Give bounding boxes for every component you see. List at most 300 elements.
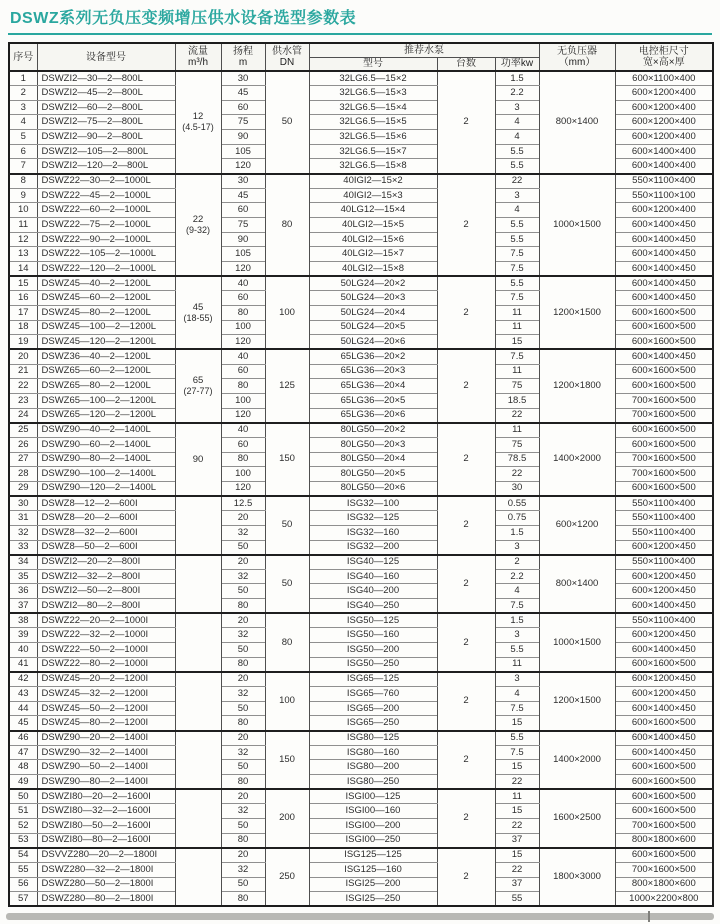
- row-number-cell: 9: [9, 188, 37, 203]
- head-cell: 60: [221, 100, 265, 115]
- power-cell: 1.5: [495, 613, 539, 628]
- pump-model-cell: ISGI00—125: [309, 789, 437, 804]
- flow-cell: [175, 276, 221, 349]
- power-cell: 1.5: [495, 71, 539, 86]
- pump-qty-cell: 2: [437, 555, 495, 614]
- row-number-cell: 54: [9, 848, 37, 863]
- head-cell: 20: [221, 613, 265, 628]
- pump-model-cell: ISG32—100: [309, 496, 437, 511]
- cabinet-cell: 600×1600×500: [615, 775, 713, 790]
- model-cell: DSWZ90—60—2—1400L: [37, 437, 175, 452]
- power-cell: 2.2: [495, 569, 539, 584]
- page-title: DSWZ系列无负压变频增压供水设备选型参数表: [10, 10, 357, 27]
- head-cell: 45: [221, 188, 265, 203]
- dn-cell: 80: [265, 174, 309, 277]
- model-cell: DSWZ90—50—2—1400I: [37, 760, 175, 775]
- pump-model-cell: 80LG50—20×5: [309, 467, 437, 482]
- pump-model-cell: ISG32—160: [309, 525, 437, 540]
- power-cell: 3: [495, 100, 539, 115]
- pump-qty-cell: 2: [437, 672, 495, 731]
- device-cell: 1200×1500: [539, 672, 615, 731]
- head-cell: 30: [221, 174, 265, 189]
- head-cell: 90: [221, 130, 265, 145]
- head-cell: 20: [221, 672, 265, 687]
- row-number-cell: 21: [9, 364, 37, 379]
- row-number-cell: 16: [9, 291, 37, 306]
- model-cell: DSWZ280—50—2—1800I: [37, 877, 175, 892]
- power-cell: 22: [495, 408, 539, 423]
- pump-qty-cell: 2: [437, 276, 495, 349]
- power-cell: 37: [495, 877, 539, 892]
- row-number-cell: 8: [9, 174, 37, 189]
- col-header-pump-model: 型号: [309, 57, 437, 71]
- cabinet-cell: 600×1600×500: [615, 306, 713, 321]
- cabinet-cell: 800×1800×600: [615, 833, 713, 848]
- cabinet-cell: 600×1400×450: [615, 276, 713, 291]
- row-number-cell: 14: [9, 262, 37, 277]
- pump-model-cell: ISG50—125: [309, 613, 437, 628]
- head-cell: 32: [221, 804, 265, 819]
- power-cell: 3: [495, 188, 539, 203]
- power-cell: 5.5: [495, 731, 539, 746]
- row-number-cell: 36: [9, 584, 37, 599]
- pump-model-cell: ISG50—160: [309, 628, 437, 643]
- pump-model-cell: ISG40—200: [309, 584, 437, 599]
- dn-cell: 200: [265, 789, 309, 848]
- head-cell: 45: [221, 86, 265, 101]
- row-number-cell: 6: [9, 144, 37, 159]
- row-number-cell: 44: [9, 701, 37, 716]
- power-cell: 0.75: [495, 511, 539, 526]
- power-cell: 7.5: [495, 599, 539, 614]
- cabinet-cell: 550×1100×400: [615, 525, 713, 540]
- pump-qty-cell: 2: [437, 613, 495, 672]
- head-cell: 80: [221, 775, 265, 790]
- power-cell: 1.5: [495, 525, 539, 540]
- head-cell: 120: [221, 408, 265, 423]
- pump-model-cell: 40IGI2—15×3: [309, 188, 437, 203]
- dn-cell: 50: [265, 555, 309, 614]
- flow-range: (9-32): [185, 224, 210, 235]
- head-cell: 80: [221, 599, 265, 614]
- model-cell: DSWZ8—20—2—600I: [37, 511, 175, 526]
- model-cell: DSWZ90—20—2—1400I: [37, 731, 175, 746]
- row-number-cell: 39: [9, 628, 37, 643]
- row-number-cell: 30: [9, 496, 37, 511]
- model-cell: DSWZI80—32—2—1600I: [37, 804, 175, 819]
- model-cell: DSWZ90—80—2—1400L: [37, 452, 175, 467]
- model-cell: DSWZ90—40—2—1400L: [37, 423, 175, 438]
- cabinet-cell: 550×1100×400: [615, 511, 713, 526]
- flow-cell: [175, 423, 221, 496]
- model-cell: DSWZI2—105—2—800L: [37, 144, 175, 159]
- dn-cell: 100: [265, 672, 309, 731]
- model-cell: DSWZ280—80—2—1800I: [37, 892, 175, 907]
- col-header-pipe: 供水管 DN: [265, 43, 309, 71]
- device-cell: 1400×2000: [539, 423, 615, 496]
- model-cell: DSWZ65—100—2—1200L: [37, 393, 175, 408]
- col-header-pump-power: 功率kw: [495, 57, 539, 71]
- row-number-cell: 25: [9, 423, 37, 438]
- power-cell: 5.5: [495, 218, 539, 233]
- head-cell: 80: [221, 379, 265, 394]
- pump-model-cell: ISG50—250: [309, 657, 437, 672]
- dn-cell: 80: [265, 613, 309, 672]
- cabinet-cell: 600×1200×400: [615, 115, 713, 130]
- row-number-cell: 31: [9, 511, 37, 526]
- pump-model-cell: ISG50—200: [309, 643, 437, 658]
- device-cell: 800×1400: [539, 71, 615, 174]
- pump-model-cell: ISG32—200: [309, 540, 437, 555]
- pump-model-cell: ISG125—125: [309, 848, 437, 863]
- power-cell: 75: [495, 437, 539, 452]
- model-cell: DSWZ90—80—2—1400I: [37, 775, 175, 790]
- row-number-cell: 23: [9, 393, 37, 408]
- cabinet-cell: 600×1400×450: [615, 218, 713, 233]
- model-cell: DSWZI2—50—2—800I: [37, 584, 175, 599]
- flow-range: (4.5-17): [182, 122, 214, 133]
- pump-model-cell: ISGI00—200: [309, 818, 437, 833]
- power-cell: 22: [495, 862, 539, 877]
- device-cell: 1200×1800: [539, 349, 615, 422]
- row-number-cell: 19: [9, 335, 37, 350]
- cabinet-cell: 600×1600×500: [615, 320, 713, 335]
- model-cell: DSWZ45—20—2—1200I: [37, 672, 175, 687]
- flow-range: (18-55): [183, 312, 213, 323]
- row-number-cell: 26: [9, 437, 37, 452]
- head-cell: 100: [221, 467, 265, 482]
- head-cell: 75: [221, 115, 265, 130]
- head-cell: 32: [221, 862, 265, 877]
- head-cell: 80: [221, 833, 265, 848]
- power-cell: 78.5: [495, 452, 539, 467]
- cabinet-cell: 600×1200×450: [615, 540, 713, 555]
- dn-cell: 250: [265, 848, 309, 907]
- power-cell: 11: [495, 657, 539, 672]
- power-cell: 2: [495, 555, 539, 570]
- model-cell: DSWZI2—90—2—800L: [37, 130, 175, 145]
- row-number-cell: 32: [9, 525, 37, 540]
- head-cell: 40: [221, 276, 265, 291]
- model-cell: DSWZ8—32—2—600I: [37, 525, 175, 540]
- power-cell: 3: [495, 540, 539, 555]
- power-cell: 15: [495, 335, 539, 350]
- model-cell: DSWZ45—100—2—1200L: [37, 320, 175, 335]
- cabinet-cell: 600×1100×400: [615, 71, 713, 86]
- cabinet-cell: 550×1100×100: [615, 188, 713, 203]
- head-cell: 40: [221, 423, 265, 438]
- power-cell: 22: [495, 775, 539, 790]
- model-cell: DSWZI2—120—2—800L: [37, 159, 175, 174]
- pump-qty-cell: 2: [437, 848, 495, 907]
- row-number-cell: 12: [9, 232, 37, 247]
- pump-model-cell: 40LG12—15×4: [309, 203, 437, 218]
- head-cell: 40: [221, 349, 265, 364]
- device-cell: 1200×1500: [539, 276, 615, 349]
- row-number-cell: 17: [9, 306, 37, 321]
- model-cell: DSWZ90—32—2—1400I: [37, 745, 175, 760]
- row-number-cell: 13: [9, 247, 37, 262]
- power-cell: 3: [495, 672, 539, 687]
- power-cell: 75: [495, 379, 539, 394]
- col-header-flow: 流量 m³/h: [175, 43, 221, 71]
- row-number-cell: 11: [9, 218, 37, 233]
- power-cell: 5.5: [495, 643, 539, 658]
- pump-model-cell: 40IGI2—15×2: [309, 174, 437, 189]
- model-cell: DSWZ8—50—2—600I: [37, 540, 175, 555]
- power-cell: 30: [495, 481, 539, 496]
- row-number-cell: 4: [9, 115, 37, 130]
- dn-cell: 125: [265, 349, 309, 422]
- pump-model-cell: 50LG24—20×5: [309, 320, 437, 335]
- device-cell: 1000×1500: [539, 613, 615, 672]
- power-cell: 5.5: [495, 159, 539, 174]
- row-number-cell: 27: [9, 452, 37, 467]
- model-cell: DSWZ22—75—2—1000L: [37, 218, 175, 233]
- model-cell: DSWZ22—45—2—1000L: [37, 188, 175, 203]
- cabinet-cell: 600×1400×450: [615, 247, 713, 262]
- row-number-cell: 24: [9, 408, 37, 423]
- table-row: [9, 174, 713, 189]
- power-cell: 15: [495, 760, 539, 775]
- head-cell: 60: [221, 364, 265, 379]
- page-bottom-bar-tick: [648, 911, 650, 922]
- pump-model-cell: 32LG6.5—15×5: [309, 115, 437, 130]
- head-cell: 20: [221, 511, 265, 526]
- col-header-cabinet: 电控柜尺寸 宽×高×厚: [615, 43, 713, 71]
- row-number-cell: 56: [9, 877, 37, 892]
- cabinet-cell: 700×1600×500: [615, 393, 713, 408]
- model-cell: DSWZI2—45—2—800L: [37, 86, 175, 101]
- table-row: [9, 613, 713, 628]
- model-cell: DSWZI2—60—2—800L: [37, 100, 175, 115]
- device-cell: 1400×2000: [539, 731, 615, 790]
- cabinet-cell: 1000×2200×800: [615, 892, 713, 907]
- flow-cell: [175, 789, 221, 848]
- model-cell: DSWZ45—60—2—1200L: [37, 291, 175, 306]
- head-cell: 105: [221, 247, 265, 262]
- cabinet-cell: 600×1200×400: [615, 203, 713, 218]
- power-cell: 5.5: [495, 276, 539, 291]
- dn-cell: 50: [265, 496, 309, 555]
- cabinet-cell: 600×1600×500: [615, 657, 713, 672]
- power-cell: 15: [495, 716, 539, 731]
- pump-model-cell: ISGI00—160: [309, 804, 437, 819]
- head-cell: 50: [221, 760, 265, 775]
- model-cell: DSWZ65—120—2—1200L: [37, 408, 175, 423]
- row-number-cell: 49: [9, 775, 37, 790]
- head-cell: 20: [221, 789, 265, 804]
- head-cell: 100: [221, 393, 265, 408]
- row-number-cell: 46: [9, 731, 37, 746]
- flow-cell: [175, 349, 221, 422]
- cabinet-cell: 800×1800×600: [615, 877, 713, 892]
- power-cell: 2.2: [495, 86, 539, 101]
- dn-cell: 150: [265, 731, 309, 790]
- model-cell: DSWZI2—20—2—800I: [37, 555, 175, 570]
- cabinet-cell: 600×1400×450: [615, 291, 713, 306]
- head-cell: 60: [221, 437, 265, 452]
- cabinet-cell: 600×1200×450: [615, 628, 713, 643]
- cabinet-cell: 700×1600×500: [615, 452, 713, 467]
- model-cell: DSWZ45—80—2—1200L: [37, 306, 175, 321]
- head-cell: 50: [221, 701, 265, 716]
- power-cell: 7.5: [495, 247, 539, 262]
- pump-model-cell: ISG80—160: [309, 745, 437, 760]
- power-cell: 7.5: [495, 262, 539, 277]
- row-number-cell: 51: [9, 804, 37, 819]
- model-cell: DSWZI2—32—2—800I: [37, 569, 175, 584]
- flow-cell: [175, 555, 221, 614]
- device-cell: 1600×2500: [539, 789, 615, 848]
- pump-model-cell: 65LG36—20×5: [309, 393, 437, 408]
- row-number-cell: 43: [9, 687, 37, 702]
- cabinet-cell: 600×1400×450: [615, 701, 713, 716]
- power-cell: 4: [495, 584, 539, 599]
- table-header: [9, 43, 713, 71]
- pump-model-cell: 32LG6.5—15×3: [309, 86, 437, 101]
- head-cell: 32: [221, 525, 265, 540]
- head-cell: 32: [221, 628, 265, 643]
- flow-cell: [175, 71, 221, 174]
- row-number-cell: 3: [9, 100, 37, 115]
- head-cell: 75: [221, 218, 265, 233]
- pump-model-cell: 50LG24—20×2: [309, 276, 437, 291]
- cabinet-cell: 550×1100×400: [615, 174, 713, 189]
- head-cell: 80: [221, 716, 265, 731]
- pump-qty-cell: 2: [437, 71, 495, 174]
- cabinet-cell: 600×1400×450: [615, 643, 713, 658]
- power-cell: 55: [495, 892, 539, 907]
- table-row: [9, 555, 713, 570]
- device-cell: 600×1200: [539, 496, 615, 555]
- row-number-cell: 47: [9, 745, 37, 760]
- row-number-cell: 55: [9, 862, 37, 877]
- pump-model-cell: 32LG6.5—15×4: [309, 100, 437, 115]
- pump-qty-cell: 2: [437, 349, 495, 422]
- row-number-cell: 48: [9, 760, 37, 775]
- row-number-cell: 15: [9, 276, 37, 291]
- flow-value: 12: [192, 111, 204, 123]
- cabinet-cell: 600×1200×400: [615, 86, 713, 101]
- pump-qty-cell: 2: [437, 174, 495, 277]
- pump-model-cell: 80LG50—20×6: [309, 481, 437, 496]
- model-cell: DSWZI2—75—2—800L: [37, 115, 175, 130]
- power-cell: 5.5: [495, 232, 539, 247]
- model-cell: DSWZ280—32—2—1800I: [37, 862, 175, 877]
- model-cell: DSWZ8—12—2—600I: [37, 496, 175, 511]
- row-number-cell: 35: [9, 569, 37, 584]
- head-cell: 80: [221, 657, 265, 672]
- row-number-cell: 18: [9, 320, 37, 335]
- pump-qty-cell: 2: [437, 789, 495, 848]
- head-cell: 120: [221, 262, 265, 277]
- model-cell: DSWZ22—50—2—1000I: [37, 643, 175, 658]
- head-cell: 80: [221, 452, 265, 467]
- model-cell: DSWZ22—80—2—1000I: [37, 657, 175, 672]
- table-row: [9, 672, 713, 687]
- flow-cell: [175, 672, 221, 731]
- cabinet-cell: 700×1600×500: [615, 467, 713, 482]
- model-cell: DSWZI80—20—2—1600I: [37, 789, 175, 804]
- dn-cell: 100: [265, 276, 309, 349]
- head-cell: 80: [221, 306, 265, 321]
- power-cell: 5.5: [495, 144, 539, 159]
- pump-model-cell: 65LG36—20×6: [309, 408, 437, 423]
- row-number-cell: 41: [9, 657, 37, 672]
- head-cell: 32: [221, 569, 265, 584]
- head-cell: 100: [221, 320, 265, 335]
- flow-value: 22: [192, 213, 204, 225]
- cabinet-cell: 700×1600×500: [615, 862, 713, 877]
- model-cell: DSWZ22—20—2—1000I: [37, 613, 175, 628]
- head-cell: 120: [221, 335, 265, 350]
- pump-model-cell: 80LG50—20×4: [309, 452, 437, 467]
- flow-cell: [175, 174, 221, 277]
- row-number-cell: 33: [9, 540, 37, 555]
- pump-model-cell: 32LG6.5—15×7: [309, 144, 437, 159]
- pump-model-cell: 80LG50—20×2: [309, 423, 437, 438]
- pump-model-cell: ISG40—125: [309, 555, 437, 570]
- model-cell: DSWZ45—40—2—1200L: [37, 276, 175, 291]
- pump-model-cell: 32LG6.5—15×6: [309, 130, 437, 145]
- model-cell: DSWZ22—30—2—1000L: [37, 174, 175, 189]
- row-number-cell: 57: [9, 892, 37, 907]
- head-cell: 20: [221, 731, 265, 746]
- row-number-cell: 29: [9, 481, 37, 496]
- table-row: [9, 496, 713, 511]
- head-cell: 32: [221, 745, 265, 760]
- table-row: [9, 71, 713, 86]
- flow-value: 65: [192, 375, 204, 387]
- dn-cell: 50: [265, 71, 309, 174]
- cabinet-cell: 600×1200×450: [615, 672, 713, 687]
- cabinet-cell: 550×1100×400: [615, 555, 713, 570]
- pump-model-cell: ISG40—160: [309, 569, 437, 584]
- head-cell: 60: [221, 291, 265, 306]
- model-cell: DSWZ36—40—2—1200L: [37, 349, 175, 364]
- cabinet-cell: 600×1600×500: [615, 848, 713, 863]
- cabinet-cell: 700×1600×500: [615, 818, 713, 833]
- pump-model-cell: ISG80—250: [309, 775, 437, 790]
- cabinet-cell: 600×1600×500: [615, 789, 713, 804]
- row-number-cell: 34: [9, 555, 37, 570]
- model-cell: DSWZ65—80—2—1200L: [37, 379, 175, 394]
- pump-qty-cell: 2: [437, 496, 495, 555]
- table-row: [9, 276, 713, 291]
- flow-cell: [175, 496, 221, 555]
- cabinet-cell: 600×1600×500: [615, 437, 713, 452]
- head-cell: 90: [221, 232, 265, 247]
- col-header-pump-group: 推荐水泵: [309, 43, 539, 57]
- flow-value: 45: [192, 301, 204, 313]
- power-cell: 11: [495, 364, 539, 379]
- dn-cell: 150: [265, 423, 309, 496]
- cabinet-cell: 600×1400×450: [615, 349, 713, 364]
- cabinet-cell: 600×1400×450: [615, 745, 713, 760]
- row-number-cell: 20: [9, 349, 37, 364]
- head-cell: 105: [221, 144, 265, 159]
- power-cell: 4: [495, 130, 539, 145]
- model-cell: DSWZ45—80—2—1200I: [37, 716, 175, 731]
- power-cell: 11: [495, 423, 539, 438]
- head-cell: 50: [221, 818, 265, 833]
- pump-model-cell: ISG80—125: [309, 731, 437, 746]
- pump-model-cell: ISGI25—250: [309, 892, 437, 907]
- pump-model-cell: ISG125—160: [309, 862, 437, 877]
- row-number-cell: 10: [9, 203, 37, 218]
- cabinet-cell: 700×1600×500: [615, 408, 713, 423]
